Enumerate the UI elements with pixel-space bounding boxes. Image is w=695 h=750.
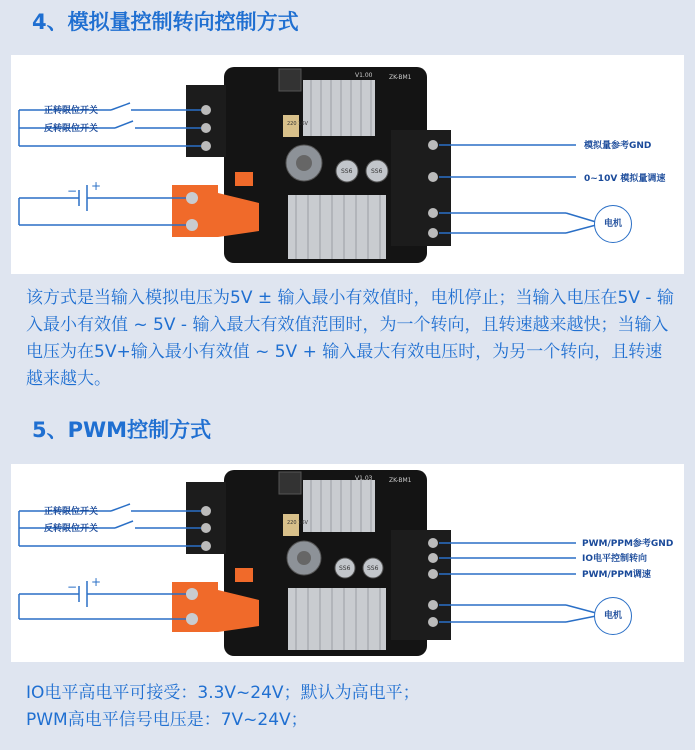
wiring-diagram-analog	[11, 55, 684, 274]
forward-limit-label: 正转限位开关	[44, 106, 99, 116]
analog-wiring-svg	[11, 55, 684, 274]
forward-switch-lever	[111, 103, 130, 110]
io-level-line: IO电平高电平可接受：3.3V~24V；默认为高电平；	[26, 683, 420, 703]
svg-text:−: −	[67, 184, 78, 198]
svg-text:+: +	[91, 575, 102, 589]
io-direction-label: IO电平控制转向	[582, 554, 647, 564]
svg-text:−: −	[67, 580, 78, 594]
cap-text-1: 220 16V	[287, 121, 308, 127]
cap-text-2: 220 16V	[287, 520, 308, 526]
control-terminal-block	[391, 530, 451, 640]
heatsink-bottom	[288, 588, 386, 650]
reverse-switch-lever	[115, 121, 133, 128]
svg-text:+: +	[91, 179, 102, 193]
aux-connector	[235, 172, 253, 186]
inductor	[279, 472, 301, 494]
reverse-limit-label: 反转限位开关	[44, 124, 99, 134]
control-terminal-block	[391, 130, 451, 246]
board-version-2: V1.03	[355, 475, 373, 482]
chip-a-1: SS6	[341, 168, 353, 175]
motor-icon: 电机	[594, 597, 632, 635]
pwm-speed-label: PWM/PPM调速	[582, 570, 651, 580]
reverse-limit-label: 反转限位开关	[44, 524, 99, 534]
forward-switch-lever	[111, 504, 130, 511]
aux-connector	[235, 568, 253, 582]
pwm-gnd-label: PWM/PPM参考GND	[582, 539, 674, 549]
section-5-title: 5、PWM控制方式	[32, 418, 212, 442]
analog-speed-label: 0~10V 模拟量调速	[584, 174, 666, 184]
chip-b-1: SS6	[371, 168, 383, 175]
inductor	[279, 69, 301, 91]
section-4-title: 4、模拟量控制转向控制方式	[32, 10, 299, 34]
analog-gnd-label: 模拟量参考GND	[584, 141, 652, 151]
chip-b-2: SS6	[367, 565, 379, 572]
chip-a-2: SS6	[339, 565, 351, 572]
heatsink-bottom	[288, 195, 386, 259]
pwm-description	[26, 680, 676, 734]
wiring-diagram-pwm	[11, 464, 684, 662]
board-model-2: ZK-BM1	[389, 477, 412, 484]
analog-description: 该方式是当输入模拟电压为5V ± 输入最小有效值时，电机停止；当输入电压在5V - 输入最小有效值 ~ 5V - 输入最大有效值范围时，为一个转向，且转速越来越快；当输入电压为在5V+输入最小有效值 ~ 5V + 输入最大有效电压时，为另一个转向，且转速越来越大。	[26, 288, 674, 389]
heatsink-top	[303, 480, 375, 532]
board-version-1: V1.00	[355, 72, 373, 79]
forward-limit-label: 正转限位开关	[44, 507, 99, 517]
board-model-1: ZK-BM1	[389, 74, 412, 81]
pwm-voltage-line: PWM高电平信号电压是：7V~24V；	[26, 710, 308, 730]
motor-icon: 电机	[594, 205, 632, 243]
heatsink-top	[303, 80, 375, 136]
reverse-switch-lever	[115, 521, 133, 528]
